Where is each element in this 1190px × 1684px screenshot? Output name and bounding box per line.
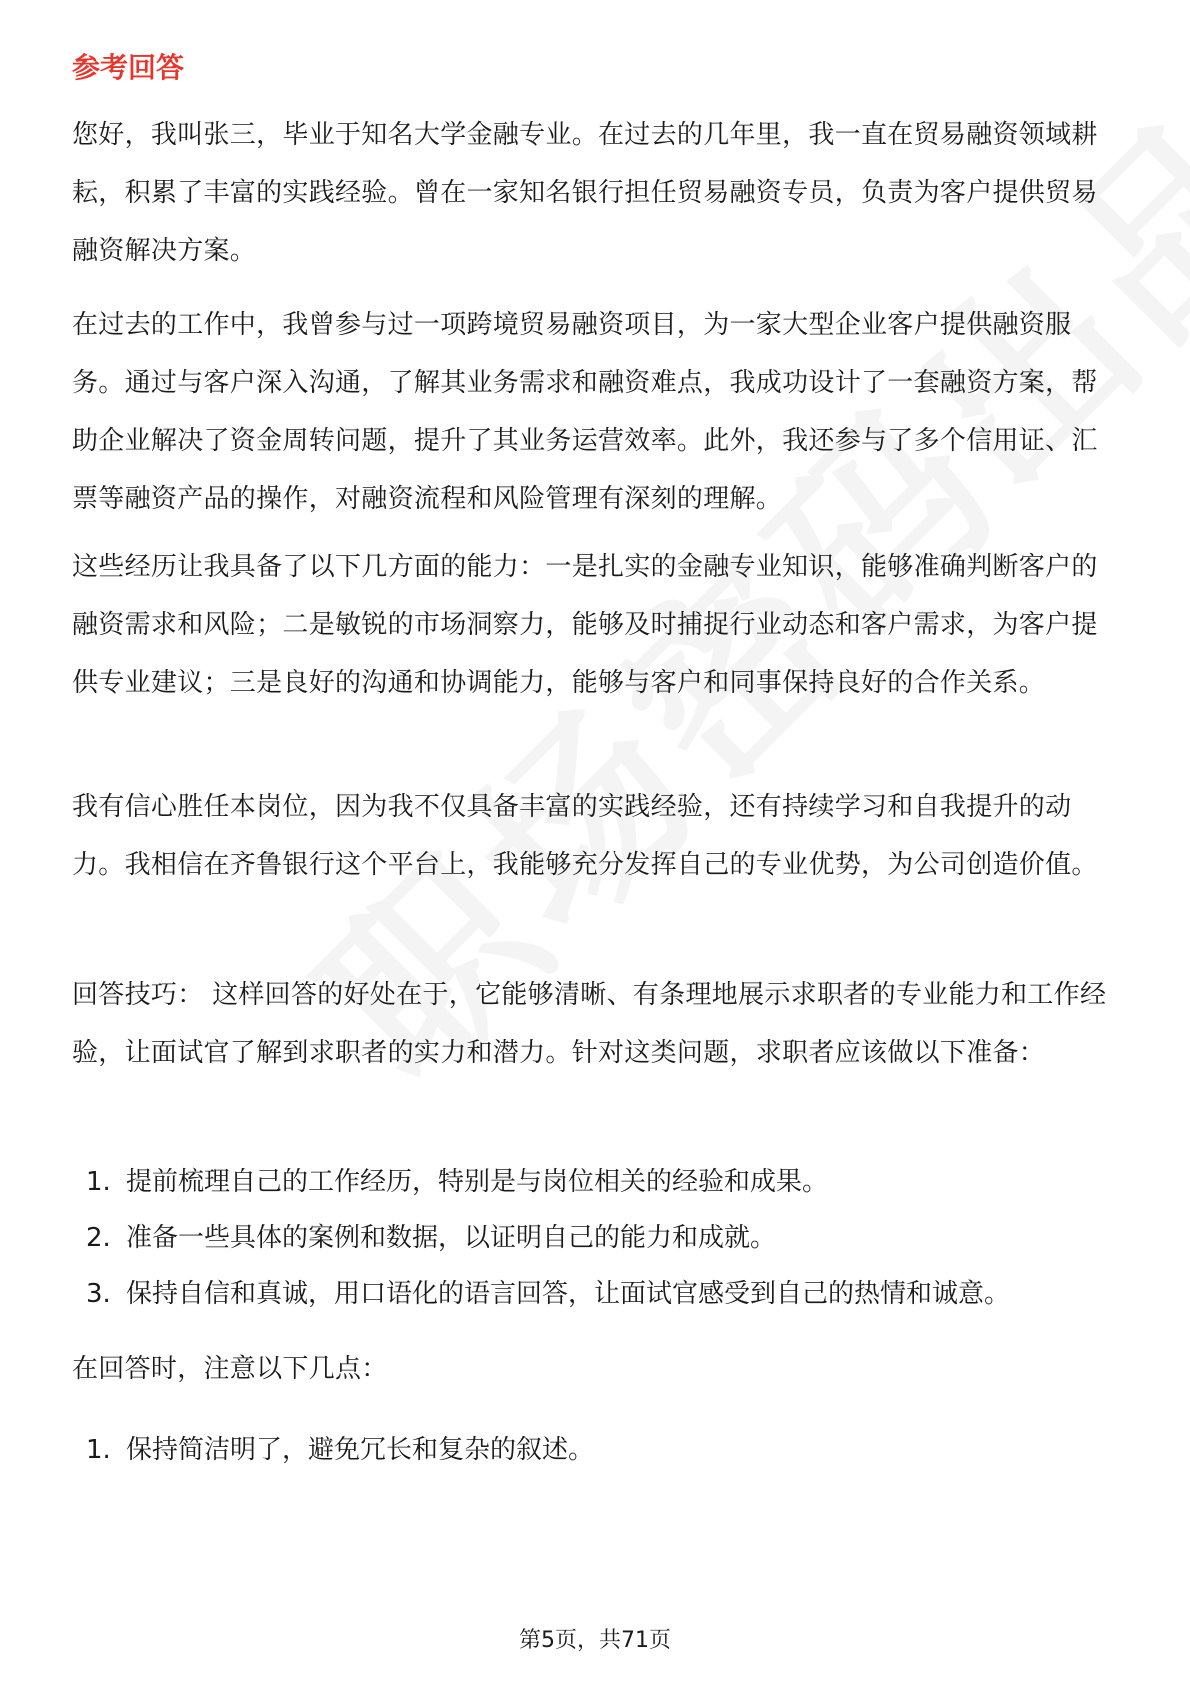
- list-text: 保持简洁明了，避免冗长和复杂的叙述。: [126, 1435, 595, 1465]
- paragraph-intro: 您好，我叫张三，毕业于知名大学金融专业。在过去的几年里，我一直在贸易融资领域耕耘，积累了丰富的实践经验。曾在一家知名银行担任贸易融资专员，负责为客户提供贸易融资解决方案。: [72, 120, 1098, 266]
- list-item: [86, 1266, 1122, 1322]
- paragraph-notes-intro: 在回答时，注意以下几点：: [72, 1354, 388, 1384]
- list-number: 3.: [86, 1279, 111, 1309]
- paragraph-tips: 回答技巧： 这样回答的好处在于，它能够清晰、有条理地展示求职者的专业能力和工作经验，让面试官了解到求职者的实力和潜力。针对这类问题，求职者应该做以下准备：: [72, 980, 1107, 1068]
- list-item: [86, 1154, 1122, 1210]
- section-title: 参考回答: [72, 51, 185, 84]
- list-text: 准备一些具体的案例和数据，以证明自己的能力和成就。: [126, 1223, 777, 1253]
- list-number: 1.: [86, 1435, 111, 1465]
- prep-list: [86, 1154, 1122, 1322]
- list-number: 1.: [86, 1167, 111, 1197]
- paragraph-confidence: 我有信心胜任本岗位，因为我不仅具备丰富的实践经验，还有持续学习和自我提升的动力。我相信在齐鲁银行这个平台上，我能够充分发挥自己的专业优势，为公司创造价值。: [72, 792, 1098, 880]
- list-text: 提前梳理自己的工作经历，特别是与岗位相关的经验和成果。: [126, 1167, 829, 1197]
- list-item: [86, 1422, 1122, 1478]
- page-footer: 第5页，共71页: [519, 1628, 671, 1653]
- paragraph-experience: 在过去的工作中，我曾参与过一项跨境贸易融资项目，为一家大型企业客户提供融资服务。通过与客户深入沟通，了解其业务需求和融资难点，我成功设计了一套融资方案，帮助企业解决了资金周转问题，提升了其业务运营效率。此外，我还参与了多个信用证、汇票等融资产品的操作，对融资流程和风险管理有深刻的理解。: [72, 310, 1098, 514]
- paragraph-abilities: 这些经历让我具备了以下几方面的能力：一是扎实的金融专业知识，能够准确判断客户的融资需求和风险；二是敏锐的市场洞察力，能够及时捕捉行业动态和客户需求，为客户提供专业建议；三是良好的沟通和协调能力，能够与客户和同事保持良好的合作关系。: [72, 552, 1098, 698]
- notes-list: [86, 1422, 1122, 1478]
- list-number: 2.: [86, 1223, 111, 1253]
- list-item: [86, 1210, 1122, 1266]
- list-text: 保持自信和真诚，用口语化的语言回答，让面试官感受到自己的热情和诚意。: [126, 1279, 1011, 1309]
